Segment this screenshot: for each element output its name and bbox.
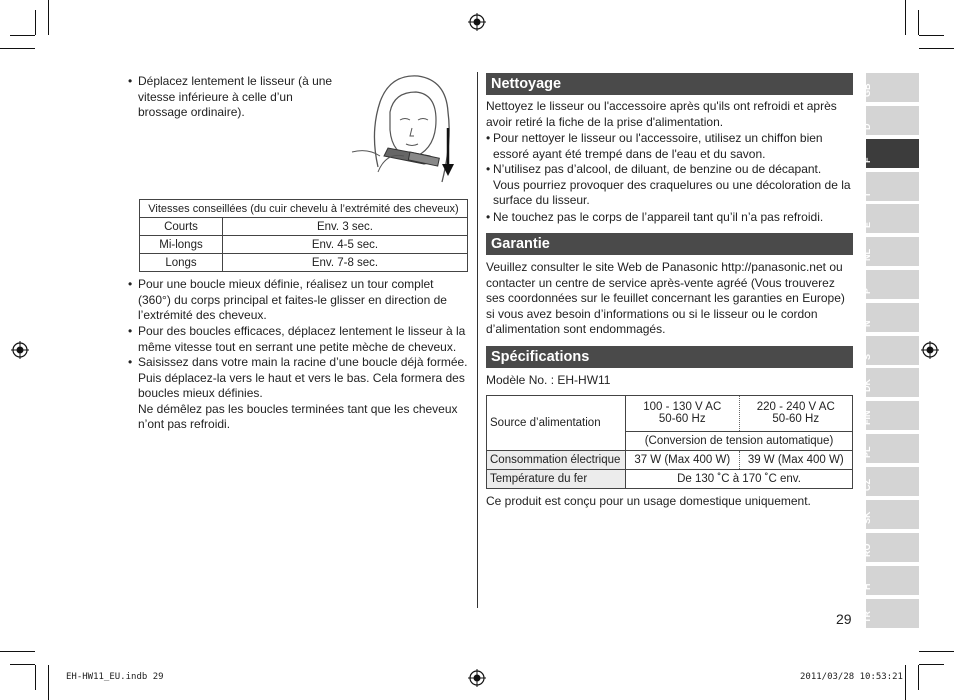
line: Pour une boucle mieux définie, réalisez un tour complet [138, 277, 434, 291]
crop-mark [35, 10, 36, 35]
crop-mark [905, 0, 906, 35]
line: (360°) du corps principal et faites-le glisser en direction de [138, 292, 447, 307]
tab-lang-h[interactable] [862, 566, 919, 595]
tab-label: RO [862, 543, 872, 557]
line: 220 - 240 V AC [756, 401, 835, 414]
footer-filename: EH-HW11_EU.indb 29 [66, 672, 164, 682]
crop-mark [10, 35, 35, 36]
line: Déplacez lentement le lisseur (à une [138, 74, 333, 88]
line: l’extrémité des cheveux. [138, 308, 267, 322]
nettoyage-intro [486, 99, 856, 130]
nettoyage-bullet: • N’utilisez pas d’alcool, de diluant, de benzine ou de décapant. Vous pourriez provoquer des craquelures ou une décoloration de la surface du lisseur. [493, 162, 858, 209]
speed-time: Env. 7-8 sec. [223, 254, 468, 272]
crop-mark [35, 665, 36, 690]
line: Nettoyez le lisseur ou l'accessoire après qu'ils ont refroidi et après [486, 99, 837, 113]
speed-type: Mi-longs [140, 236, 223, 254]
tab-label: CZ [862, 479, 872, 491]
tab-lang-tr[interactable] [862, 599, 919, 628]
page-number: 29 [836, 611, 852, 627]
registration-mark-icon [11, 341, 29, 359]
tab-label: PL [862, 446, 872, 458]
bullet-efficient-curl: • Pour des boucles efficaces, déplacez lentement le lisseur à la même vitesse tout en serrant une petite mèche de cheveux. [138, 324, 470, 355]
spec-table [486, 395, 853, 489]
voltage-cell-2 [739, 396, 853, 432]
tab-lang-ro[interactable] [862, 533, 919, 562]
tab-lang-s[interactable] [862, 336, 919, 365]
line: 50-60 Hz [658, 413, 706, 426]
tab-lang-f[interactable] [862, 139, 919, 168]
tab-lang-p[interactable] [862, 270, 919, 299]
line: contacter un centre de service après-vente agréé (Vous trouverez [486, 275, 835, 290]
line: Puis déplacez-la vers le haut et vers le bas. Cela formera des [138, 370, 465, 385]
tab-label: NL [862, 249, 872, 261]
line: N’utilisez pas d’alcool, de diluant, de benzine ou de décapant. [493, 162, 822, 176]
section-title-nettoyage: Nettoyage [486, 73, 853, 95]
consumption-value-1: 37 W (Max 400 W) [626, 451, 740, 470]
tab-lang-gb[interactable] [862, 73, 919, 102]
line: essoré ayant été trempé dans de l'eau et du savon. [493, 146, 766, 161]
line: si vous avez besoin d’informations ou si le lisseur ou le cordon [486, 306, 818, 321]
consumption-label: Consommation électrique [487, 451, 626, 470]
nettoyage-bullet: • Pour nettoyer le lisseur ou l'accessoire, utilisez un chiffon bien essoré ayant été trempé dans de l'eau et du savon. [493, 131, 858, 162]
speed-type: Courts [140, 218, 223, 236]
crop-mark [919, 664, 944, 665]
crop-mark [919, 35, 944, 36]
line: boucles mieux définies. [138, 386, 263, 400]
registration-mark-icon [468, 13, 486, 31]
line: Veuillez consulter le site Web de Panasonic http://panasonic.net ou [486, 260, 843, 274]
tab-label: H [862, 583, 872, 590]
speed-time: Env. 4-5 sec. [223, 236, 468, 254]
line: 100 - 130 V AC [643, 401, 722, 414]
line: Ne touchez pas le corps de l’appareil tant qu’il n’a pas refroidi. [493, 210, 824, 224]
hair-styling-illustration [350, 72, 468, 194]
tab-label: N [862, 320, 872, 327]
consumption-value-2: 39 W (Max 400 W) [739, 451, 853, 470]
crop-mark [918, 10, 919, 35]
speed-table-header: Vitesses conseillées (du cuir chevelu à l’extrémité des cheveux) [140, 200, 468, 218]
voltage-cell-1 [626, 396, 740, 432]
tab-label: E [862, 221, 872, 228]
speed-type: Longs [140, 254, 223, 272]
tab-label: F [862, 157, 872, 163]
line: brossage ordinaire). [138, 105, 245, 119]
speed-time: Env. 3 sec. [223, 218, 468, 236]
crop-mark [0, 651, 35, 652]
power-source-label: Source d’alimentation [487, 396, 626, 451]
line: vitesse inférieure à celle d’un [138, 89, 293, 104]
line: n’ont pas refroidi. [138, 417, 231, 431]
tab-lang-sk[interactable] [862, 500, 919, 529]
crop-mark [0, 48, 35, 49]
column-divider [477, 72, 478, 608]
crop-mark [48, 665, 49, 700]
tab-label: S [862, 353, 872, 360]
speed-table [139, 199, 468, 272]
nettoyage-bullet: • Ne touchez pas le corps de l’appareil tant qu’il n’a pas refroidi. [493, 210, 858, 226]
tab-lang-d[interactable] [862, 106, 919, 135]
tab-label: D [862, 123, 872, 130]
crop-mark [10, 664, 35, 665]
line: Saisissez dans votre main la racine d’une boucle déjà formée. [138, 355, 468, 369]
crop-mark [918, 665, 919, 690]
line: Pour des boucles efficaces, déplacez lentement le lisseur à la [138, 324, 466, 338]
tab-label: SK [862, 511, 872, 524]
line: même vitesse tout en serrant une petite mèche de cheveux. [138, 339, 457, 354]
tab-lang-pl[interactable] [862, 434, 919, 463]
tab-label: FIN [862, 410, 872, 425]
domestic-use-note: Ce produit est conçu pour un usage domestique uniquement. [486, 494, 811, 508]
tab-lang-e[interactable] [862, 204, 919, 233]
crop-mark [919, 651, 954, 652]
tab-lang-dk[interactable] [862, 368, 919, 397]
temperature-label: Température du fer [487, 470, 626, 489]
line: Pour nettoyer le lisseur ou l'accessoire, utilisez un chiffon bien [493, 131, 823, 145]
tab-lang-i[interactable] [862, 172, 919, 201]
section-title-specifications: Spécifications [486, 346, 853, 368]
tab-label: I [862, 193, 872, 196]
tab-label: TR [862, 611, 872, 623]
tab-lang-cz[interactable] [862, 467, 919, 496]
line: d’alimentation sont endommagés. [486, 322, 666, 336]
crop-mark [919, 48, 954, 49]
section-title-garantie: Garantie [486, 233, 853, 255]
footer-datetime: 2011/03/28 10:53:21 [800, 672, 903, 682]
bullet-defined-curl: • Pour une boucle mieux définie, réalisez un tour complet (360°) du corps principal et faites-le glisser en direction de l’extrémité des cheveux. [138, 277, 470, 324]
bullet-hold-curl: • Saisissez dans votre main la racine d’une boucle déjà formée. Puis déplacez-la vers le haut et vers le bas. Cela formera des boucles mieux définies. Ne démêlez pas les boucles terminées tant que les cheveux n’ont pas refroidi. [138, 355, 470, 433]
registration-mark-icon [921, 341, 939, 359]
voltage-conversion: (Conversion de tension automatique) [626, 431, 853, 450]
tab-label: DK [862, 379, 872, 392]
garantie-text [486, 260, 856, 338]
crop-mark [48, 0, 49, 35]
line: surface du lisseur. [493, 193, 590, 207]
tab-label: GB [862, 83, 872, 97]
tab-lang-fin[interactable] [862, 401, 919, 430]
line: Ne démêlez pas les boucles terminées tant que les cheveux [138, 401, 458, 416]
tab-label: P [862, 287, 872, 294]
bullet-slow-move: • Déplacez lentement le lisseur (à une vitesse inférieure à celle d’un brossage ordinaire). [138, 74, 348, 121]
line: Vous pourriez provoquer des craquelures ou une décoloration de la [493, 177, 851, 192]
registration-mark-icon [468, 669, 486, 687]
crop-mark [905, 665, 906, 700]
tab-lang-n[interactable] [862, 303, 919, 332]
model-number: Modèle No. : EH-HW11 [486, 373, 611, 387]
tab-lang-nl[interactable] [862, 237, 919, 266]
line: ses coordonnées sur le feuillet concernant les garanties en Europe) [486, 291, 845, 305]
temperature-value: De 130 ˚C à 170 ˚C env. [626, 470, 853, 489]
line: avoir retiré la fiche de la prise d'alimentation. [486, 114, 724, 129]
line: 50-60 Hz [772, 413, 820, 426]
